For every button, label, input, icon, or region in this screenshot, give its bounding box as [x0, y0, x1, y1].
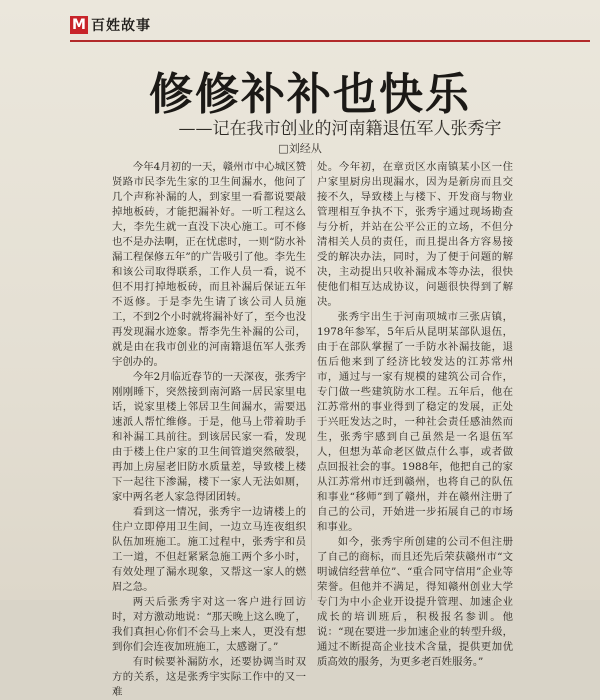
article-column-left [112, 160, 306, 700]
header-rule [70, 40, 590, 42]
section-name: 百姓故事 [91, 18, 151, 34]
column-divider [311, 160, 312, 600]
article-subtitle: ——记在我市创业的河南籍退伍军人张秀宇 [178, 119, 502, 139]
article-paragraph-continued: 处。今年初，在章贡区水南镇某小区一住户家里厨房出现漏水，因为是新房而且交接不久，导致楼上与楼下、开发商与物业管理相互争执不下，张秀宇通过现场勘查与分析，并站在公平公正的立场，不但分清相关人员的责任，而且提出各方容易接受的解决办法，同时，为了便于问题的解决，主动提出只收补漏成本等办法，很快使他们相互达成协议，问题很快得到了解决。 [317, 161, 513, 308]
article-paragraph: 今年4月初的一天，赣州市中心城区赞贤路市民李先生家的卫生间漏水，他问了几个声称补漏的人，到家里一看都说要敲掉地板砖，才能把漏补好。一听工程这么大，李先生就一直没下决心施工。可不修也不是办法啊，正在忧虑时，一则“防水补漏工程保修五年”的广告吸引了他。李先生和该公司取得联系，工作人员一看，说不但不用打掉地板砖，而且补漏后保证五年不返修。于是李先生请了该公司人员施工，不到2个小时就将漏补好了，至今也没再发现漏水迹象。帮李先生补漏的公司，就是由在我市创业的河南籍退伍军人张秀宇创办的。 [112, 161, 306, 368]
article-paragraph: 如今，张秀宇所创建的公司不但注册了自己的商标，而且还先后荣获赣州市“文明诚信经营单位”、“重合同守信用”企业等荣誉。但他并不满足，得知赣州创业大学专门为中小企业开设提升管理、加速企业成长的培训班后，积极报名参训。他说：“现在要进一步加速企业的转型升级，通过不断提高企业技术含量，提供更加优质高效的服务，为更多老百姓服务。” [317, 536, 513, 668]
article-paragraph: 有时候要补漏防水，还要协调当时双方的关系，这是张秀宇实际工作中的又一难 [112, 656, 306, 698]
article-paragraph: 两天后张秀宇对这一客户进行回访时，对方激动地说：“那天晚上这么晚了，我们真担心你们不会马上来人，更没有想到你们会连夜加班施工，太感谢了。” [112, 596, 306, 653]
article-column-right [317, 160, 513, 670]
article-paragraph: 看到这一情况，张秀宇一边请楼上的住户立即停用卫生间，一边立马连夜组织队伍加班施工。施工过程中，张秀宇和员工一道，不但赶紧紧急施工两个多小时，有效处理了漏水现象，又帮这一家人的燃眉之急。 [112, 506, 306, 593]
section-header [70, 14, 151, 36]
article-title: 修修补补也快乐 [149, 69, 471, 120]
article-byline: □刘经从 [278, 142, 322, 155]
article-paragraph: 张秀宇出生于河南项城市三张店镇，1978年参军，5年后从昆明某部队退伍，由于在部队掌握了一手防水补漏技能，退伍后他来到了经济比较发达的江苏常州市，通过与一家有规模的建筑公司合作，专门做一些建筑防水工程。五年后，他在江苏常州的事业得到了稳定的发展，正处于兴旺发达之时，一种社会责任感油然而生，张秀宇感到自己虽然是一名退伍军人，但想为革命老区做点什么事，或者做点回报社会的事。1988年，他把自己的家从江苏常州市迁到赣州，也将自己的队伍和事业“移师”到了赣州，并在赣州注册了自己的公司，开始进一步拓展自己的市场和事业。 [317, 311, 513, 533]
section-logo: M [70, 16, 88, 34]
article-paragraph: 今年2月临近春节的一天深夜，张秀宇刚刚睡下，突然接到南河路一居民家里电话，说家里楼上邻居卫生间漏水，需要迅速派人帮忙维修。于是，他马上带着助手和补漏工具前往。到该居民家一看，发现由于楼上住户家的卫生间管道突然破裂，再加上房屋老旧防水质量差，导致楼上楼下一起往下渗漏，楼下一家人无法如厕，家中两名老人家急得团团转。 [112, 371, 306, 503]
